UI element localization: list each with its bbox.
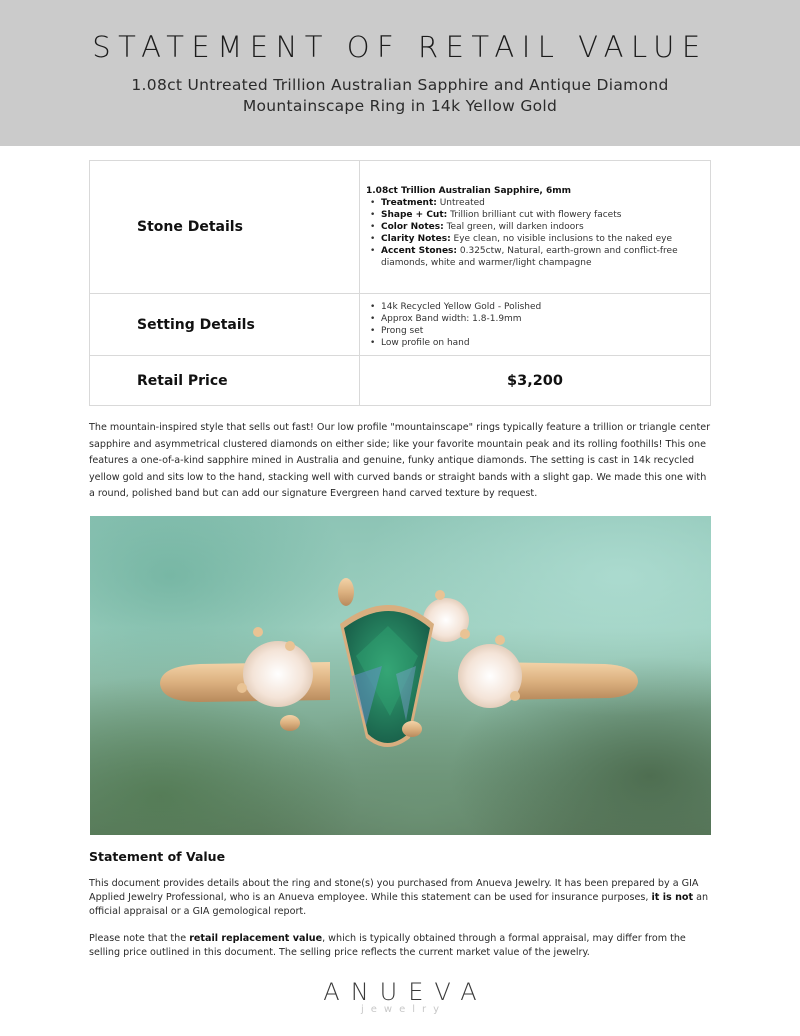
- anueva-logo: [300, 980, 500, 1016]
- item-value: Untreated: [436, 198, 485, 208]
- list-item: • Prong set: [366, 325, 710, 337]
- table-row-retail-price: [90, 356, 711, 406]
- item-key: Accent Stones:: [381, 246, 458, 256]
- header-banner: [0, 0, 800, 146]
- item-value: Eye clean, no visible inclusions to the naked eye: [450, 234, 673, 244]
- details-table: [89, 160, 711, 406]
- list-item: [366, 197, 710, 209]
- setting-details-list: [366, 301, 710, 349]
- list-item: [366, 233, 710, 245]
- product-subtitle: 1.08ct Untreated Trillion Australian Sapphire and Antique Diamond Mountainscape Ring in 14k Yellow Gold: [131, 76, 669, 115]
- item-key: Shape + Cut:: [381, 210, 448, 220]
- text: Please note that the: [89, 933, 190, 944]
- logo-wordmark: ANUEVA: [323, 978, 488, 1006]
- stone-heading: 1.08ct Trillion Australian Sapphire, 6mm: [366, 186, 572, 196]
- text: This document provides details about the ring and stone(s) you purchased from Anueva Jewelry. It has been prepared by a GIA Applied Jewelry Professional, who is an Anueva employee. While this statement can be used for insurance purposes,: [89, 878, 699, 903]
- emphasis-text: it is not: [651, 891, 694, 903]
- item-value: 0.325ctw, Natural, earth-grown and conflict-free diamonds, white and warmer/light champagne: [381, 246, 678, 268]
- statement-paragraph-1: [89, 877, 714, 918]
- text: an official appraisal or a GIA gemological report.: [89, 891, 709, 917]
- setting-details-value: [360, 294, 711, 356]
- statement-of-value-title: Statement of Value: [89, 849, 226, 864]
- emphasis-text: retail replacement value: [189, 933, 323, 944]
- retail-price-value: $3,200: [360, 356, 711, 406]
- list-item: • Approx Band width: 1.8-1.9mm: [366, 313, 710, 325]
- table-row-setting-details: [90, 294, 711, 356]
- stone-details-list: [366, 197, 710, 269]
- item-key: Color Notes:: [381, 222, 444, 232]
- statement-paragraph-2: [89, 932, 714, 960]
- table-row-stone-details: [90, 161, 711, 294]
- item-key: Clarity Notes:: [381, 234, 451, 244]
- list-item: • 14k Recycled Yellow Gold - Polished: [366, 301, 710, 313]
- stone-details-value: [360, 161, 711, 294]
- text: , which is typically obtained through a formal appraisal, may differ from the selling price outlined in this document. The selling price reflects the current market value of the jewelry.: [89, 933, 686, 958]
- item-key: Treatment:: [381, 198, 437, 208]
- list-item: [366, 245, 710, 269]
- retail-price-label: Retail Price: [90, 356, 360, 406]
- setting-details-label: Setting Details: [90, 294, 360, 356]
- list-item: [366, 221, 710, 233]
- ring-illustration-icon: [90, 516, 711, 835]
- item-value: Trillion brilliant cut with flowery facets: [447, 210, 622, 220]
- stone-details-label: Stone Details: [90, 161, 360, 294]
- product-description: The mountain-inspired style that sells out fast! Our low profile "mountainscape" rings typically feature a trillion or triangle center sapphire and asymmetrical clustered diamonds on either side; like your favorite mountain peak and its rolling foothills! This one features a one-of-a-kind sapphire mined in Australia and genuine, funky antique diamonds. The setting is cast in 14k recycled yellow gold and sits low to the hand, stacking well with curved bands or straight bands with a slight gap. We made this one with a round, polished band but can add our signature Evergreen hand carved texture by request.: [89, 422, 711, 499]
- list-item: [366, 209, 710, 221]
- ring-photo: [90, 516, 711, 835]
- list-item: • Low profile on hand: [366, 337, 710, 349]
- page-title: STATEMENT OF RETAIL VALUE: [92, 30, 708, 64]
- logo-tagline: jewelry: [360, 1004, 447, 1015]
- item-value: Teal green, will darken indoors: [443, 222, 584, 232]
